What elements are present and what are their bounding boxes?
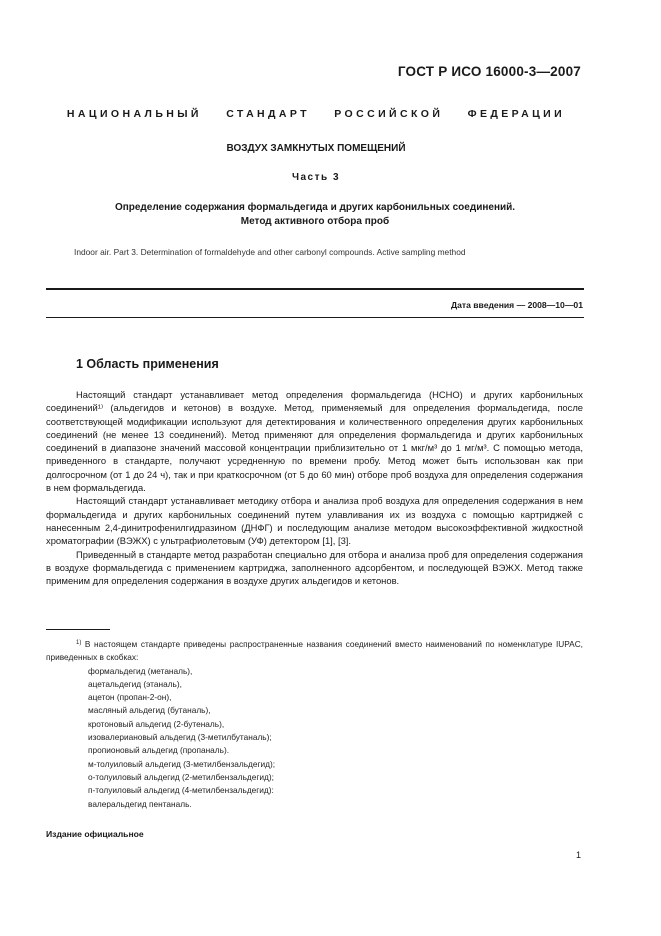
part-label: Часть 3 bbox=[291, 172, 341, 183]
document-title: ВОЗДУХ ЗАМКНУТЫХ ПОМЕЩЕНИЙ bbox=[226, 143, 406, 154]
english-title: Indoor air. Part 3. Determination of formaldehyde and other carbonyl compounds. Active sampling method bbox=[74, 247, 466, 257]
standard-code: ГОСТ Р ИСО 16000-3—2007 bbox=[397, 64, 581, 79]
footnote-divider bbox=[46, 629, 110, 630]
footnote-item: масляный альдегид (бутаналь), bbox=[88, 705, 211, 716]
footnote-item: формальдегид (метаналь), bbox=[88, 665, 193, 676]
footnote-list bbox=[46, 665, 583, 811]
divider-thick bbox=[46, 288, 584, 290]
footnote-marker: 1) bbox=[76, 640, 82, 646]
footnote-item: пропионовый альдегид (пропаналь). bbox=[88, 745, 230, 756]
footnote-item: изовалериановый альдегид (3-метилбутаналь); bbox=[88, 732, 272, 743]
footnote-item: м-толуиловый альдегид (3-метилбензальдегид); bbox=[88, 758, 276, 769]
footnote-item: валеральдегид пентаналь. bbox=[88, 798, 192, 809]
section-body bbox=[46, 388, 583, 587]
paragraph-2: Настоящий стандарт устанавливает методику отбора и анализа проб воздуха для определения содержания в нем формальдегида и других карбонильных соединений путем улавливания их из воздуха с помощью картриджей с нанесенным 2,4-динитрофенилгидразином (ДНФГ) и последующим анализе методом высокоэффективной жидкостной хроматографии (ВЭЖХ) с ультрафиолетовым (УФ) детектором [1], [3]. bbox=[46, 495, 583, 547]
footnote-intro bbox=[46, 637, 583, 665]
page-number: 1 bbox=[575, 850, 581, 860]
footnote-item: ацетальдегид (этаналь), bbox=[88, 678, 182, 689]
national-standard-banner: НАЦИОНАЛЬНЫЙ СТАНДАРТ РОССИЙСКОЙ ФЕДЕРАЦИИ bbox=[66, 108, 566, 120]
divider-thin bbox=[46, 317, 584, 318]
paragraph-1: Настоящий стандарт устанавливает метод определения формальдегида (HCHO) и других карбонильных соединений¹⁾ (альдегидов и кетонов) в воздухе. Метод, применяемый для определения формальдегида, после соответствующей модификации используют для детектирования и количественного определения других карбонильных соединений (не менее 13 соединений). Метод применяют для определения формальдегида и других карбонильных соединений в диапазоне значений массовой концентрации приблизительно от 1 мкг/м³ до 1 мг/м³. С помощью метода, приведенного в стандарте, получают усредненную по времени пробу. Метод может быть использован как при долгосрочном (от 1 до 24 ч), так и при краткосрочном (от 5 до 60 мин) отборе проб воздуха для определения содержания в нем формальдегида. bbox=[46, 389, 583, 494]
introduction-date: Дата введения — 2008—10—01 bbox=[450, 300, 583, 310]
subtitle-line-1: Определение содержания формальдегида и других карбонильных соединений. bbox=[114, 202, 516, 213]
footnote-item: кротоновый альдегид (2-бутеналь), bbox=[88, 718, 225, 729]
footnote bbox=[46, 637, 583, 811]
subtitle-line-2: Метод активного отбора проб bbox=[240, 216, 390, 227]
footnote-item: ацетон (пропан-2-он), bbox=[88, 692, 172, 703]
document-subtitle bbox=[60, 201, 570, 229]
footnote-item: о-толуиловый альдегид (2-метилбензальдегид); bbox=[88, 771, 274, 782]
paragraph-3: Приведенный в стандарте метод разработан специально для отбора и анализа проб для определения содержания в воздухе формальдегида с применением картриджа, заполненного адсорбентом, и последующей ВЭЖХ. Метод также применим для определения содержания в воздухе других альдегидов и кетонов. bbox=[46, 548, 583, 587]
footnote-intro-text: В настоящем стандарте приведены распространенные названия соединений вместо наименований по номенклатуре IUPAC, приведенных в скобках: bbox=[46, 639, 583, 663]
footnote-item: п-толуиловый альдегид (4-метилбензальдегид): bbox=[88, 785, 274, 796]
official-edition-label: Издание официальное bbox=[46, 829, 144, 839]
section-heading: 1 Область применения bbox=[76, 357, 219, 371]
